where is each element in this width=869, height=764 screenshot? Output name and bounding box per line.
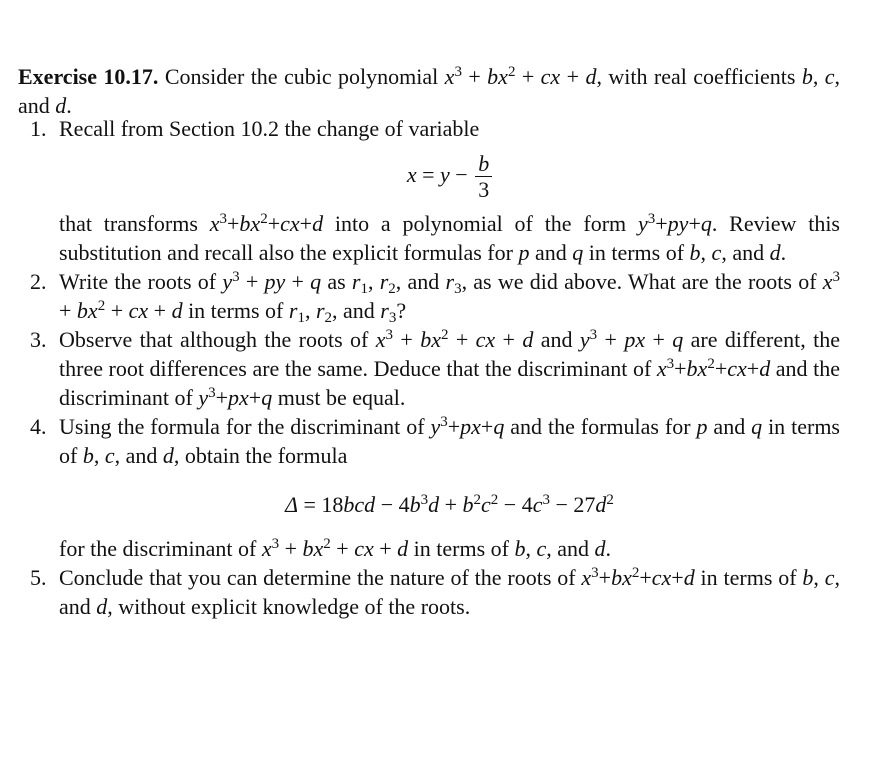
item-text: Write the roots of $y^3$ + py + q as $r_1$, $r_2$, and $r_3$, as we did above. What are the roots of $x^3 + bx^2$ + cx + d in terms of $r_1$, $r_2$, and $r_3$? xyxy=(59,269,841,326)
item-text: Using the formula for the discriminant of $y^3+px+q$ and the formulas for p and q in terms of b, c, and d, obtain the formula xyxy=(59,414,840,468)
item-text-before: Recall from Section 10.2 the change of variable xyxy=(59,116,480,141)
exercise-list xyxy=(0,114,840,621)
item-number: 5. xyxy=(30,565,47,590)
item-number: 3. xyxy=(30,327,47,352)
item-text-after: that transforms $x^3+bx^2+cx+d$ into a polynomial of the form $y^3+py+q$. Review this substitution and recall also the explicit formulas for p and q in terms of b, c, and d. xyxy=(59,211,840,265)
intro-text: Consider the cubic polynomial xyxy=(164,64,439,89)
item-number: 1. xyxy=(30,116,47,141)
exercise-intro: Exercise 10.17. Consider the cubic polynomial $x^3 + bx^2$ + cx + d, with real coefficients b, c, and d. xyxy=(18,64,841,118)
item-text: Conclude that you can determine the nature of the roots of $x^3+bx^2+cx+d$ in terms of b, c, and d, without explicit knowledge of the roots. xyxy=(59,565,840,619)
item-text: Observe that although the roots of $x^3 + bx^2$ + cx + d and $y^3$ + px + q are different, the three root differences are the same. Deduce that the discriminant of $x^3+bx^2+cx+d$ and the discriminant of $y^3+px+q$ must be equal. xyxy=(59,327,840,410)
item-number: 4. xyxy=(30,414,47,439)
item-text xyxy=(59,114,840,143)
list-item xyxy=(0,412,840,563)
list-item xyxy=(0,325,840,412)
display-equation: x = y − $\frac{b}{3}$ xyxy=(59,145,840,209)
item-number: 2. xyxy=(30,269,47,294)
list-item xyxy=(0,267,840,325)
list-item xyxy=(0,563,840,621)
display-equation: $\Delta = 18bcd - 4b^3d + b^2c^2 - 4c^3 - 27d^2$ xyxy=(285,492,614,517)
item-text-after: for the discriminant of $x^3 + bx^2$ + cx + d in terms of b, c, and d. xyxy=(59,536,612,561)
list-item xyxy=(0,114,840,267)
exercise-label: Exercise 10.17. xyxy=(18,64,159,89)
